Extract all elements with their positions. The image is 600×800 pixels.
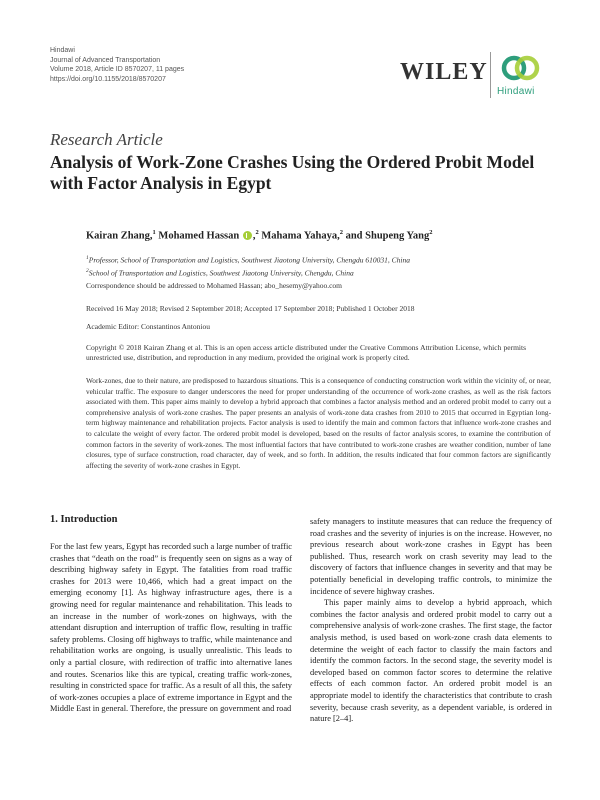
author-affiliation-mark: 1: [152, 229, 156, 236]
hindawi-wordmark: Hindawi: [497, 86, 535, 97]
author-list: Kairan Zhang,$^1$ Mohamed Hassan ,$^2$ Mahama Yahaya,$^2$ and Shupeng Yang$^2$: [86, 229, 433, 242]
correspondence: Correspondence should be addressed to Mohamed Hassan; abo_hesemy@yahoo.com: [86, 281, 343, 290]
affiliation-item: [86, 253, 526, 266]
paragraph: safety managers to institute measures that can reduce the frequency of road crashes and the severity of injuries is on the increase. However, no previous research about work-zone crashes in Egypt has been published. Thus, research work on crash severity may lead to the discovery of factors that influence changes in severity and that may be potentially beneficial in developing traffic controls, to minimize the incidence of severe highway crashes.: [310, 517, 552, 596]
author-name[interactable]: and Shupeng Yang: [345, 230, 430, 242]
orcid-icon[interactable]: [243, 231, 252, 240]
brand-divider: [490, 52, 491, 98]
article-title: Analysis of Work-Zone Crashes Using the Ordered Probit Model with Factor Analysis in Egypt: [50, 152, 535, 193]
abstract: Work-zones, due to their nature, are predisposed to hazardous situations. This is a consequence of conducting construction work within the vicinity of, or near, vehicular traffic. The exposure to danger underscores the need for proper understanding of the occurrence of work-zone crashes, as well as the risk factors associated with them. This paper aims mainly to develop a hybrid approach that combines a factor analysis method and an ordered probit model to carry out a comprehensive analysis of work-zone crashes. The paper presents an analysis of work-zone data crashes from 2010 to 2015 that occurred in Egyptian long-term highway maintenance and rehabilitation projects. Factor analysis is used to identify the main and common factors that influence work-zone crashes and to calculate the weight of every factor. The ordered probit model is developed, based on the results of factor analysis scores, to examine the contribution of common factors in the severity of work-zones. The most influential factors that have contributed to work-zone crashes are weather condition, number of lane closures, type of surface construction, road character, day of week, and so forth. In addition, the results indicated that four common factors are significantly affecting the severity of work-zone crashes in Egypt.: [86, 376, 551, 470]
paragraph: For the last few years, Egypt has recorded such a large number of traffic crashes that “death on the road” is frequently seen on signs as a way of describing highway safety in Egypt. The fatalities from road traffic crashes for 2013 were 10,466, which had a great impact on the emerging economy [1]. As highway infrastructure ages, there is a growing need for regular maintenance and rehabilitation. This leads to an increase in the number of work-zones on highways, with the attendant disruption and interruption of traffic flow, resulting in traffic safety problems. Closing off highways to traffic, while maintenance and rehabilitation works are ongoing, is usually unrealistic. This leads to only a partial closure, with redirection of traffic into alternative lanes and routes. Scenarios like this are typical, creating traffic work-zones, resulting in constricted space for traffic. As a result of all this, the safety of work-zones occupies a place of extreme importance in Egypt and the Middle East in general. Therefore, the pressure on government and road: [50, 542, 293, 714]
volume-info: Volume 2018, Article ID 8570207, 11 pages: [50, 66, 185, 73]
wiley-logo: WILEY: [400, 59, 488, 85]
author-affiliation-mark: 2: [255, 229, 259, 236]
author-name[interactable]: Kairan Zhang,: [86, 230, 153, 242]
publication-dates: Received 16 May 2018; Revised 2 September 2018; Accepted 17 September 2018; Published 1 October 2018: [86, 304, 415, 313]
author-name[interactable]: Mohamed Hassan: [158, 230, 240, 242]
journal-meta: [50, 46, 184, 84]
affiliation-number: 2: [86, 267, 89, 274]
hindawi-logo-icon: [500, 54, 544, 84]
author-affiliation-mark: 2: [339, 229, 343, 236]
author-affiliation-mark: 2: [429, 229, 433, 236]
article-type: Research Article: [50, 130, 163, 149]
affiliations: [86, 253, 526, 278]
affiliation-text: Professor, School of Transportation and Logistics, Southwest Jiaotong University, Chengdu 610031, China: [88, 255, 410, 265]
author-name[interactable]: Mahama Yahaya,: [261, 230, 340, 242]
journal-name: Journal of Advanced Transportation: [50, 56, 161, 64]
paragraph: This paper mainly aims to develop a hybrid approach, which combines the factor analysis and ordered probit model to carry out a comprehensive analysis of work-zone crashes. The first stage, the factor analysis method, is used based on work-zone crash data elements to determine the weight of each factor to classify the main factors and identify the common factors. In the second stage, the severity model is developed based on common factor scores to determine the relative effects of each common factor. An ordered probit model is an appropriate model to identify the characteristics that contribute to crash severity, because crash severity, as a dependent variable, is ordered in nature [2–4].: [310, 598, 552, 724]
doi-link[interactable]: https://doi.org/10.1155/2018/8570207: [50, 75, 166, 83]
body-column-right: [310, 516, 552, 725]
publisher-short: Hindawi: [50, 47, 75, 54]
affiliation-text: School of Transportation and Logistics, Southwest Jiaotong University, Chengdu, China: [88, 268, 354, 277]
affiliation-number: 1: [86, 255, 89, 261]
copyright-notice: Copyright © 2018 Kairan Zhang et al. This is an open access article distributed under the Creative Commons Attribution License, which permits unrestricted use, distribution, and reproduction in any medium, provided the original work is properly cited.: [86, 343, 526, 362]
section-heading: 1. Introduction: [50, 514, 118, 525]
publisher-brand: [400, 50, 560, 100]
body-column-left: [50, 541, 292, 715]
academic-editor: Academic Editor: Constantinos Antoniou: [86, 322, 210, 331]
affiliation-item: [86, 266, 526, 279]
